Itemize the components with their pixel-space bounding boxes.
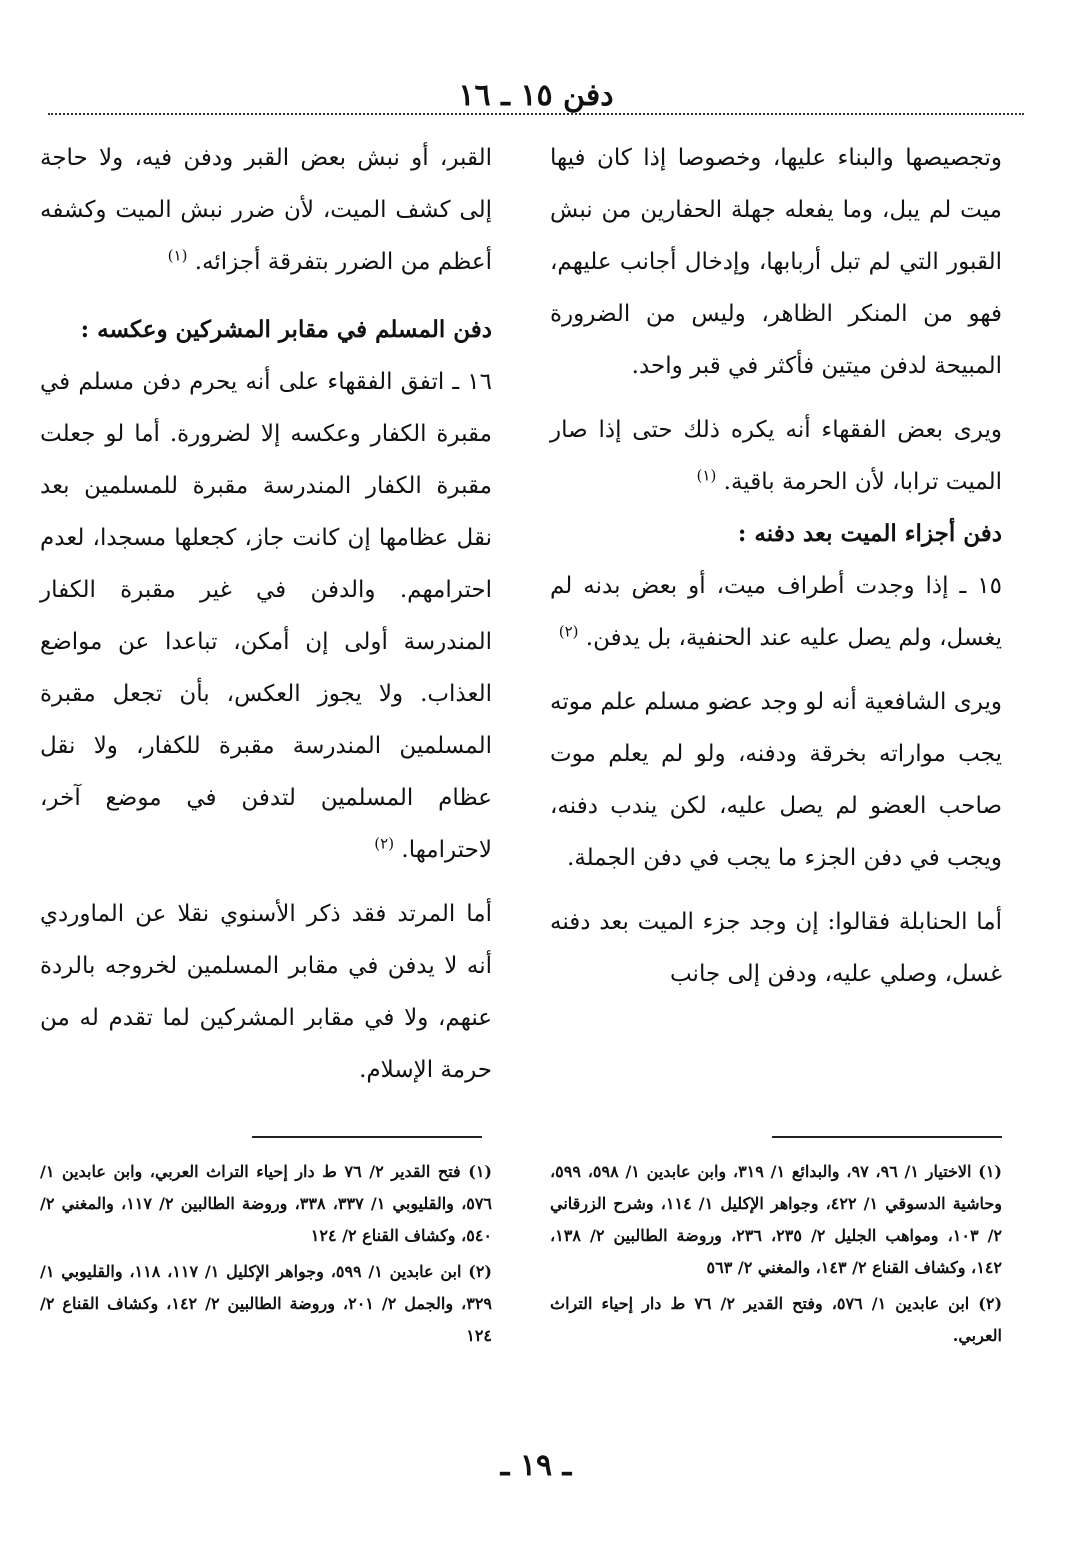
paragraph bbox=[550, 404, 1002, 508]
paragraph-text: ويرى بعض الفقهاء أنه يكره ذلك حتى إذا صار الميت ترابا، لأن الحرمة باقية. bbox=[550, 417, 1002, 495]
paragraph-text: ويرى الشافعية أنه لو وجد عضو مسلم علم موته يجب مواراته بخرقة ودفنه، ولو لم يعلم موت صاحب العضو لم يصل عليه، لكن يندب دفنه، ويجب في دفن الجزء ما يجب في دفن الجملة. bbox=[550, 689, 1002, 871]
footnote: (٢) ابن عابدين ١/ ٥٧٦، وفتح القدير ٢/ ٧٦ ط دار إحياء التراث العربي. bbox=[550, 1294, 1003, 1345]
paragraph bbox=[550, 560, 1002, 664]
footnote-reference: (٢) bbox=[558, 622, 579, 641]
footnote-divider bbox=[772, 1136, 1002, 1138]
paragraph bbox=[550, 896, 1002, 1000]
paragraph bbox=[550, 132, 1002, 392]
footnotes-left bbox=[40, 1156, 492, 1356]
paragraph bbox=[550, 676, 1002, 884]
left-column bbox=[40, 132, 492, 1096]
footnote-reference: (١) bbox=[167, 246, 188, 265]
section-heading: دفن أجزاء الميت بعد دفنه : bbox=[737, 520, 1002, 547]
footnote: (٢) ابن عابدين ١/ ٥٩٩، وجواهر الإكليل ١/ ١١٧، ١١٨، والقليوبي ١/ ٣٢٩، والجمل ٢/ ٢٠١، وروضة الطالبين ٢/ ١٤٢، وكشاف القناع ٢/ ١٢٤ bbox=[40, 1262, 492, 1345]
right-column bbox=[550, 132, 1002, 1000]
footnote: (١) فتح القدير ٢/ ٧٦ ط دار إحياء التراث العربي، وابن عابدين ١/ ٥٧٦، والقليوبي ١/ ٣٣٧، ٣٣٨، وروضة الطالبين ٢/ ١١٧، والمغني ٢/ ٥٤٠، وكشاف القناع ٢/ ١٢٤ bbox=[40, 1162, 493, 1245]
paragraph-text: ١٦ ـ اتفق الفقهاء على أنه يحرم دفن مسلم في مقبرة الكفار وعكسه إلا لضرورة. أما لو جعلت مقبرة الكفار المندرسة مقبرة للمسلمين بعد نقل عظامها إن كانت جاز، كجعلها مسجدا، لعدم احترامهم. والدفن في غير مقبرة الكفار المندرسة أولى إن أمكن، تباعدا عن مواضع العذاب. ولا يجوز العكس، بأن تجعل مقبرة المسلمين المندرسة مقبرة للكفار، ولا نقل عظام المسلمين لتدفن في موضع آخر، لاحترامها. bbox=[40, 369, 492, 863]
paragraph bbox=[40, 132, 492, 288]
section-heading: دفن المسلم في مقابر المشركين وعكسه : bbox=[80, 316, 492, 343]
paragraph bbox=[40, 356, 492, 876]
paragraph-text: أما الحنابلة فقالوا: إن وجد جزء الميت بعد دفنه غسل، وصلي عليه، ودفن إلى جانب bbox=[550, 909, 1002, 987]
page-number: ـ ١٩ ـ bbox=[500, 1448, 572, 1483]
paragraph bbox=[40, 888, 492, 1096]
paragraph-text: وتجصيصها والبناء عليها، وخصوصا إذا كان فيها ميت لم يبل، وما يفعله جهلة الحفارين من نبش القبور التي لم تبل أربابها، وإدخال أجانب عليهم، فهو من المنكر الظاهر، وليس من الضرورة المبيحة لدفن ميتين فأكثر في قبر واحد. bbox=[550, 145, 1002, 379]
footnote-reference: (١) bbox=[696, 466, 717, 485]
paragraph-text: القبر، أو نبش بعض القبر ودفن فيه، ولا حاجة إلى كشف الميت، لأن ضرر نبش الميت وكشفه أعظم من الضرر بتفرقة أجزائه. bbox=[40, 145, 492, 275]
header-divider bbox=[48, 113, 1024, 115]
footnote-divider bbox=[252, 1136, 482, 1138]
paragraph-text: أما المرتد فقد ذكر الأسنوي نقلا عن الماوردي أنه لا يدفن في مقابر المسلمين لخروجه بالردة عنهم، ولا في مقابر المشركين لما تقدم له من حرمة الإسلام. bbox=[40, 901, 492, 1083]
running-header: دفن ١٥ ـ ١٦ bbox=[458, 78, 614, 113]
paragraph-text: ١٥ ـ إذا وجدت أطراف ميت، أو بعض بدنه لم يغسل، ولم يصل عليه عند الحنفية، بل يدفن. bbox=[550, 573, 1002, 651]
footnotes-right bbox=[550, 1156, 1002, 1356]
footnote-reference: (٢) bbox=[374, 834, 395, 853]
footnote: (١) الاختيار ١/ ٩٦، ٩٧، والبدائع ١/ ٣١٩، وابن عابدين ١/ ٥٩٨، ٥٩٩، وحاشية الدسوقي ١/ ٤٢٢، وجواهر الإكليل ١/ ١١٤، وشرح الزرقاني ٢/ ١٠٣، ومواهب الجليل ٢/ ٢٣٥، ٢٣٦، وروضة الطالبين ٢/ ١٣٨، ١٤٢، وكشاف القناع ٢/ ١٤٣، والمغني ٢/ ٥٦٣ bbox=[550, 1162, 1003, 1277]
